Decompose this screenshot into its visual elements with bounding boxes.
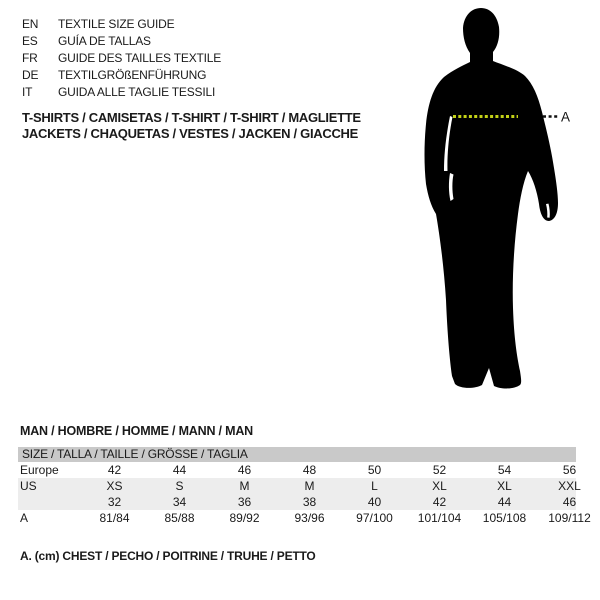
size-table-header: SIZE / TALLA / TAILLE / GRÖSSE / TAGLIA — [18, 447, 576, 462]
table-cell: XXL — [558, 479, 581, 493]
table-cell: 52 — [432, 463, 447, 477]
table-row-chest-a — [18, 510, 600, 526]
language-text: GUIDA ALLE TAGLIE TESSILI — [58, 85, 216, 99]
table-cell: 36 — [237, 495, 252, 509]
table-row-europe — [18, 462, 600, 478]
row-label: A — [20, 511, 29, 525]
language-code: ES — [22, 34, 38, 48]
man-silhouette — [425, 8, 559, 389]
table-cell: 46 — [237, 463, 252, 477]
table-cell: M — [239, 479, 250, 493]
table-cell: 101/104 — [417, 511, 462, 525]
man-silhouette-figure — [400, 0, 580, 400]
table-cell: 105/108 — [482, 511, 527, 525]
language-text: GUIDE DES TAILLES TEXTILE — [58, 51, 222, 65]
table-cell: 81/84 — [99, 511, 130, 525]
table-cell: S — [175, 479, 184, 493]
row-label — [18, 494, 82, 510]
table-cell: 46 — [562, 495, 577, 509]
row-label: US — [20, 479, 37, 493]
table-cell: 109/112 — [548, 511, 591, 525]
table-cell: L — [371, 479, 378, 493]
table-cell: 89/92 — [229, 511, 260, 525]
table-cell: 50 — [367, 463, 382, 477]
language-row — [22, 16, 221, 33]
category-block — [22, 110, 361, 142]
table-cell: 42 — [107, 463, 122, 477]
language-row — [22, 33, 221, 50]
language-row — [22, 84, 221, 101]
language-code: IT — [22, 85, 33, 99]
language-text: TEXTILGRÖßENFÜHRUNG — [58, 68, 207, 82]
man-silhouette-svg — [400, 0, 580, 400]
table-cell: 42 — [432, 495, 447, 509]
table-cell: 34 — [172, 495, 187, 509]
table-row-numeric — [18, 494, 600, 510]
table-shaded-band — [18, 478, 581, 510]
language-text: GUÍA DE TALLAS — [58, 34, 151, 48]
section-title-man: MAN / HOMBRE / HOMME / MANN / MAN — [20, 424, 253, 438]
language-code: DE — [22, 68, 39, 82]
table-cell: XL — [432, 479, 447, 493]
size-table — [18, 447, 600, 526]
table-cell: M — [304, 479, 315, 493]
table-cell: 48 — [302, 463, 317, 477]
table-cell: 38 — [302, 495, 317, 509]
table-cell: 93/96 — [294, 511, 325, 525]
language-code: EN — [22, 17, 39, 31]
language-code: FR — [22, 51, 38, 65]
language-row — [22, 67, 221, 84]
table-cell: 54 — [497, 463, 512, 477]
table-cell: 32 — [107, 495, 122, 509]
category-line-tshirts: T-SHIRTS / CAMISETAS / T-SHIRT / T-SHIRT / MAGLIETTE — [22, 110, 361, 125]
table-cell: XL — [497, 479, 512, 493]
row-label: Europe — [20, 463, 59, 477]
category-line-jackets: JACKETS / CHAQUETAS / VESTES / JACKEN / GIACCHE — [22, 126, 358, 141]
table-cell: XS — [106, 479, 123, 493]
language-row — [22, 50, 221, 67]
measure-label-a: A — [561, 109, 571, 125]
table-cell: 56 — [562, 463, 577, 477]
table-cell: 97/100 — [356, 511, 393, 525]
footnote-chest-legend: A. (cm) CHEST / PECHO / POITRINE / TRUHE / PETTO — [20, 549, 316, 563]
language-title-block — [22, 16, 221, 101]
table-cell: 85/88 — [164, 511, 195, 525]
table-row-us — [18, 478, 600, 494]
table-cell: 44 — [497, 495, 512, 509]
table-cell: 40 — [367, 495, 382, 509]
language-text: TEXTILE SIZE GUIDE — [58, 17, 175, 31]
table-cell: 44 — [172, 463, 187, 477]
